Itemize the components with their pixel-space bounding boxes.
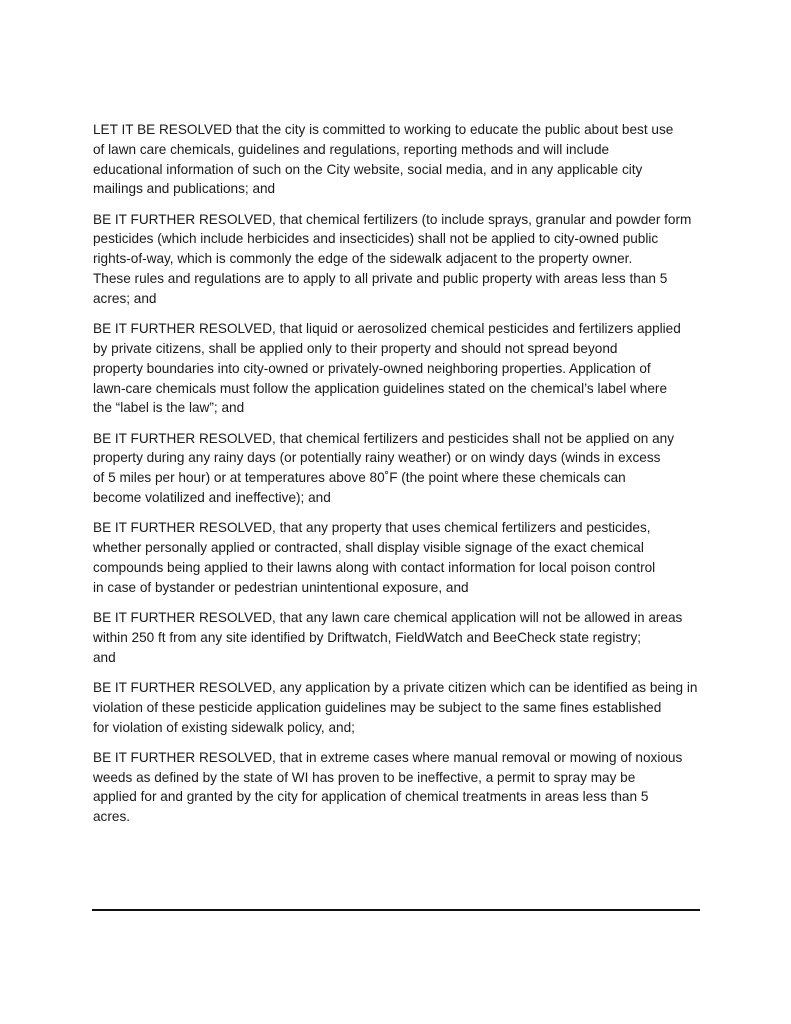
paragraph-spray-permit: BE IT FURTHER RESOLVED, that in extreme cases where manual removal or mowing of noxious weeds as defined by the state of WI has proven to be ineffective, a permit to spray may be applied for and granted by the city for application of chemical treatments in areas less than 5 acres. xyxy=(93,749,683,825)
paragraph-fines: BE IT FURTHER RESOLVED, any application by a private citizen which can be identified as being in violation of these pesticide application guidelines may be subject to the same fines established for violation of existing sidewalk policy, and; xyxy=(93,679,698,735)
paragraph-rights-of-way: BE IT FURTHER RESOLVED, that chemical fertilizers (to include sprays, granular and powder form pesticides (which include herbicides and insecticides) shall not be applied to city-owned public rights-of-way, which is commonly the edge of the sidewalk adjacent to the property owner. These rules and regulations are to apply to all private and public property with areas less than 5 acres; and xyxy=(93,211,692,306)
paragraph-weather-restrictions: BE IT FURTHER RESOLVED, that chemical fertilizers and pesticides shall not be applied on any property during any rainy days (or potentially rainy weather) or on windy days (winds in excess of 5 miles per hour) or at temperatures above 80˚F (the point where these chemicals can become volatilized and ineffective); and xyxy=(93,430,675,506)
paragraph-registry-buffer: BE IT FURTHER RESOLVED, that any lawn care chemical application will not be allowed in areas within 250 ft from any site identified by Driftwatch, FieldWatch and BeeCheck state registry; and xyxy=(93,610,683,665)
footer-divider xyxy=(92,909,700,911)
paragraph-signage: BE IT FURTHER RESOLVED, that any property that uses chemical fertilizers and pesticides, whether personally applied or contracted, shall display visible signage of the exact chemical compounds being applied to their lawns along with contact information for local poison control in case of bystander or pedestrian unintentional exposure, and xyxy=(93,520,656,595)
resolution-body xyxy=(93,120,708,838)
paragraph-private-application: BE IT FURTHER RESOLVED, that liquid or aerosolized chemical pesticides and fertilizers applied by private citizens, shall be applied only to their property and should not spread beyond property boundaries into city-owned or privately-owned neighboring properties. Application of lawn-care chemicals must follow the application guidelines stated on the chemical’s label where the “label is the law”; and xyxy=(93,321,681,416)
paragraph-education: LET IT BE RESOLVED that the city is committed to working to educate the public about best use of lawn care chemicals, guidelines and regulations, reporting methods and will include educational information of such on the City website, social media, and in any applicable city mailings and publications; and xyxy=(93,122,674,197)
